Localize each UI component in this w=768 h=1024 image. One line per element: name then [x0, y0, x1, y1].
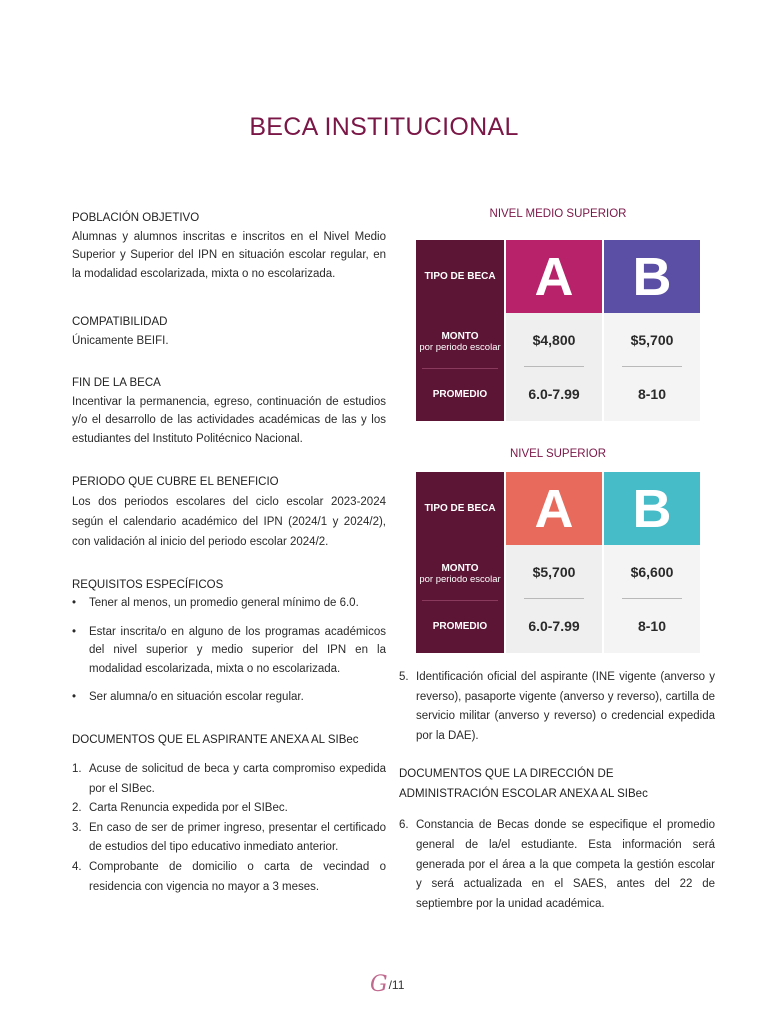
table-title-superior: NIVEL SUPERIOR [509, 448, 607, 460]
values-b [604, 313, 700, 421]
monto-value: $4,800 [532, 332, 576, 348]
table-label-column [416, 472, 504, 653]
section-text: Únicamente BEIFI. [72, 334, 169, 347]
requisitos-list [72, 594, 386, 707]
list-item: • Estar inscrita/o en alguno de los programas académicos del nivel superior y medio superior del IPN en la modalidad escolarizada, mixta o no escolarizada. [72, 623, 386, 679]
column-b [604, 472, 700, 653]
label-promedio: PROMEDIO [432, 388, 488, 400]
section-documentos [72, 731, 386, 898]
beca-table-medio-superior [416, 240, 700, 421]
label-tipo: TIPO DE BECA [424, 271, 496, 282]
section-requisitos [72, 576, 386, 707]
left-column [72, 209, 386, 897]
section-dae [399, 764, 715, 914]
right-column [399, 668, 715, 914]
section-heading: COMPATIBILIDAD [72, 316, 168, 328]
label-tipo: TIPO DE BECA [424, 503, 496, 514]
table-label-column [416, 240, 504, 421]
divider [622, 598, 682, 599]
section-text: Incentivar la permanencia, egreso, continuación de estudios y/o el desarrollo de las actividades académicas de las y los estudiantes del Instituto Politécnico Nacional. [72, 395, 386, 445]
section-poblacion [72, 209, 386, 283]
divider [422, 368, 498, 369]
promedio-value: 6.0-7.99 [528, 618, 580, 634]
section-text: Los dos periodos escolares del ciclo escolar 2023-2024 según el calendario académico del IPN (2024/1 y 2024/2), con validación al inicio del periodo escolar 2024/2. [72, 495, 386, 548]
section-heading: DOCUMENTOS QUE LA DIRECCIÓN DE ADMINISTRACIÓN ESCOLAR ANEXA AL SIBec [399, 768, 648, 801]
section-heading: DOCUMENTOS QUE EL ASPIRANTE ANEXA AL SIBec [72, 733, 359, 746]
monto-value: $5,700 [532, 564, 576, 580]
divider [622, 366, 682, 367]
promedio-value: 8-10 [637, 386, 667, 402]
page-title: BECA INSTITUCIONAL [249, 113, 519, 141]
letter-b: B [604, 240, 700, 313]
section-text: Alumnas y alumnos inscritas e inscritos en el Nivel Medio Superior y Superior del IPN en situación escolar regular, en la modalidad escolarizada, mixta o no escolarizada. [72, 230, 386, 280]
documentos-list-continued [399, 668, 715, 746]
page-number: /11 [388, 977, 405, 992]
section-heading: PERIODO QUE CUBRE EL BENEFICIO [72, 476, 279, 488]
column-a [506, 240, 602, 421]
values-a [506, 545, 602, 653]
list-item: 2. Carta Renuncia expedida por el SIBec. [72, 802, 288, 815]
beca-table-superior [416, 472, 700, 653]
column-a [506, 472, 602, 653]
monto-value: $6,600 [630, 564, 674, 580]
list-item: 4. Comprobante de domicilio o carta de vecindad o residencia con vigencia no mayor a 3 meses. [72, 860, 386, 893]
divider [524, 366, 584, 367]
dae-list [399, 816, 715, 914]
logo-icon: G [370, 972, 388, 997]
label-promedio: PROMEDIO [432, 620, 488, 632]
section-compatibilidad [72, 313, 386, 350]
section-heading: FIN DE LA BECA [72, 377, 161, 389]
section-fin [72, 374, 386, 448]
page-footer [370, 972, 404, 997]
divider [422, 600, 498, 601]
column-b [604, 240, 700, 421]
promedio-value: 6.0-7.99 [528, 386, 580, 402]
table-title-medio-superior: NIVEL MEDIO SUPERIOR [489, 208, 627, 220]
monto-value: $5,700 [630, 332, 674, 348]
list-item: 3. En caso de ser de primer ingreso, presentar el certificado de estudios del tipo educativo inmediato anterior. [72, 821, 386, 854]
promedio-value: 8-10 [637, 618, 667, 634]
values-a [506, 313, 602, 421]
documentos-list [72, 760, 386, 897]
label-monto: MONTO por periodo escolar [419, 331, 501, 353]
letter-a: A [506, 472, 602, 545]
section-heading: REQUISITOS ESPECÍFICOS [72, 578, 224, 591]
section-heading: POBLACIÓN OBJETIVO [72, 212, 200, 224]
list-item: 1. Acuse de solicitud de beca y carta compromiso expedida por el SIBec. [72, 763, 386, 795]
label-monto: MONTO por periodo escolar [419, 563, 501, 585]
list-item: 5. Identificación oficial del aspirante (INE vigente (anverso y reverso), pasaporte vigente (anverso y reverso), cartilla de servicio militar (anverso y reverso) o credencial expedida por la DAE). [399, 671, 715, 742]
section-periodo [72, 473, 386, 552]
list-item: • Ser alumna/o en situación escolar regular. [72, 688, 386, 707]
values-b [604, 545, 700, 653]
list-item: 6. Constancia de Becas donde se especifique el promedio general de la/el estudiante. Esta información será generada por el área a la que competa la gestión escolar y será actualizada en el SAES, antes del 22 de septiembre por la unidad académica. [399, 819, 715, 910]
letter-a: A [506, 240, 602, 313]
list-item: • Tener al menos, un promedio general mínimo de 6.0. [72, 594, 386, 613]
letter-b: B [604, 472, 700, 545]
divider [524, 598, 584, 599]
